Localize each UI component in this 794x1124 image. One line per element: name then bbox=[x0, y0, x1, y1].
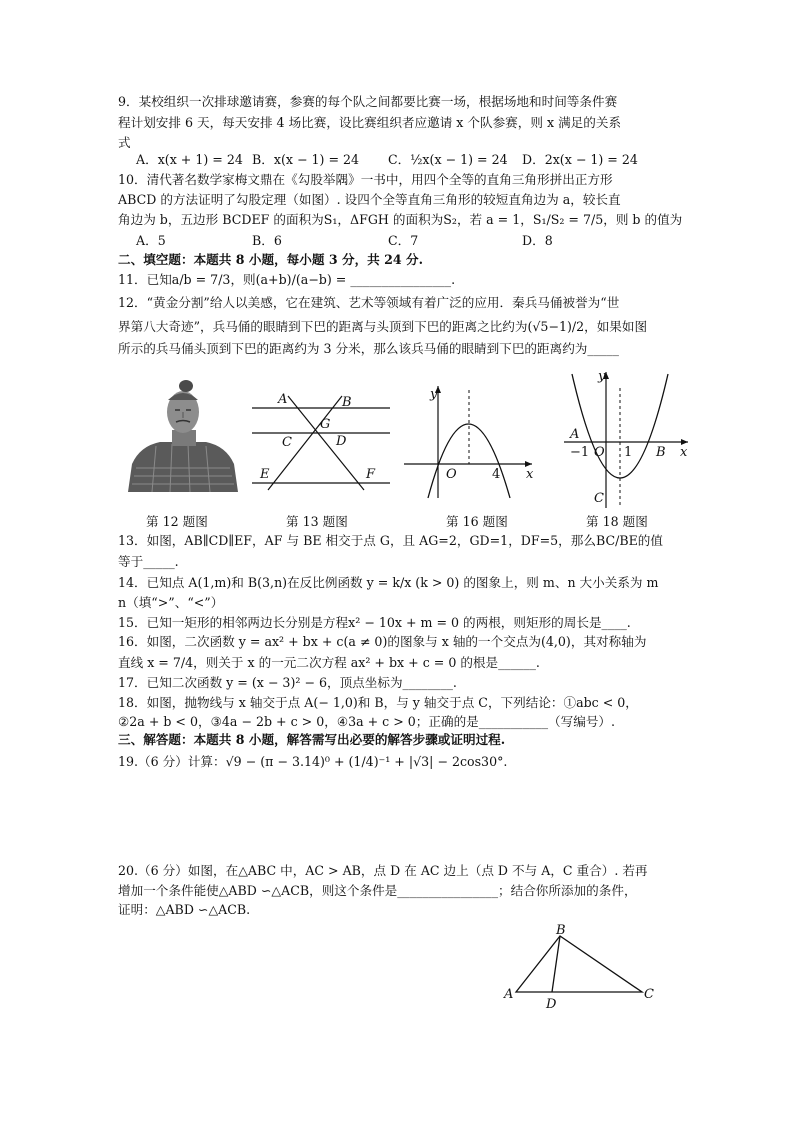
fig13-label-e: E bbox=[260, 467, 270, 482]
q20-line-1: 20.（6 分）如图，在△ABC 中，AC > AB，点 D 在 AC 边上（点 D 不与 A，C 重合）. 若再 bbox=[118, 863, 648, 878]
q9-line-3: 式 bbox=[118, 135, 131, 150]
q20-line-2: 增加一个条件能使△ABD ∽△ACB，则这个条件是________________；结合你所添加的条件， bbox=[118, 883, 637, 898]
fig13-label-f: F bbox=[366, 467, 376, 482]
fig16-label-x: x bbox=[526, 467, 534, 482]
fig18-label-a: A bbox=[570, 427, 580, 442]
fig18-parabola bbox=[558, 368, 698, 510]
q16-line-2: 直线 x = 7/4，则关于 x 的一元二次方程 ax² + bx + c = 0 的根是______. bbox=[118, 655, 540, 670]
q9-option-a: A．x(x + 1) = 24 bbox=[136, 152, 243, 167]
fig20-label-c: C bbox=[644, 987, 654, 1002]
terracotta-warrior-photo bbox=[126, 372, 240, 492]
fig18-label-o: O bbox=[594, 445, 605, 460]
q10-option-a: A．5 bbox=[136, 233, 166, 248]
fig13-label-d: D bbox=[336, 434, 347, 449]
q9-option-d: D．2x(x − 1) = 24 bbox=[522, 152, 638, 167]
q19: 19.（6 分）计算：√9 − (π − 3.14)⁰ + (1/4)⁻¹ + |√3| − 2cos30°. bbox=[118, 754, 508, 769]
fig13-label-b: B bbox=[342, 395, 352, 410]
fig18-label-x: x bbox=[680, 445, 688, 460]
q10-option-b: B．6 bbox=[252, 233, 282, 248]
fig13-label-g: G bbox=[320, 417, 331, 432]
q10-line-3: 角边为 b，五边形 BCDEF 的面积为S₁，ΔFGH 的面积为S₂，若 a = 1，S₁/S₂ = 7/5，则 b 的值为 bbox=[118, 212, 683, 227]
q20-line-3: 证明：△ABD ∽△ACB. bbox=[118, 902, 251, 917]
q15: 15．已知一矩形的相邻两边长分别是方程x² − 10x + m = 0 的两根，则矩形的周长是____. bbox=[118, 615, 631, 630]
caption-fig13: 第 13 题图 bbox=[286, 514, 348, 529]
fig18-label-neg1: −1 bbox=[570, 445, 590, 460]
q9-line-2: 程计划安排 6 天，每天安排 4 场比赛，设比赛组织者应邀请 x 个队参赛，则 x 满足的关系 bbox=[118, 115, 622, 130]
q13-line-1: 13．如图，AB∥CD∥EF，AF 与 BE 相交于点 G，且 AG=2，GD=1，DF=5，那么BC/BE的值 bbox=[118, 533, 663, 548]
q9-line-1: 9．某校组织一次排球邀请赛，参赛的每个队之间都要比赛一场，根据场地和时间等条件赛 bbox=[118, 94, 618, 109]
q12-line-3: 所示的兵马俑头顶到下巴的距离约为 3 分米，那么该兵马俑的眼睛到下巴的距离约为_____ bbox=[118, 341, 619, 356]
fig16-label-y: y bbox=[430, 387, 438, 402]
q10-option-d: D．8 bbox=[522, 233, 553, 248]
fig18-label-c: C bbox=[594, 491, 604, 506]
fig20-label-d: D bbox=[546, 997, 557, 1012]
fig20-label-b: B bbox=[556, 923, 566, 938]
q12-line-2: 界第八大奇迹”，兵马俑的眼睛到下巴的距离与头顶到下巴的距离之比约为(√5−1)/2，如果如图 bbox=[118, 319, 648, 334]
section-3-heading: 三、解答题：本题共 8 小题，解答需写出必要的解答步骤或证明过程. bbox=[118, 732, 506, 747]
fig16-label-o: O bbox=[446, 467, 457, 482]
fig18-label-y: y bbox=[598, 369, 606, 384]
fig16-parabola bbox=[400, 380, 540, 500]
caption-fig16: 第 16 题图 bbox=[446, 514, 508, 529]
fig13-label-a: A bbox=[278, 392, 288, 407]
q13-line-2: 等于_____. bbox=[118, 554, 179, 569]
section-2-heading: 二、填空题：本题共 8 小题，每小题 3 分，共 24 分. bbox=[118, 252, 424, 267]
caption-fig18: 第 18 题图 bbox=[586, 514, 648, 529]
q14-line-2: n（填“>”、“<”） bbox=[118, 595, 224, 610]
fig20-triangle bbox=[502, 922, 662, 1014]
q9-option-b: B．x(x − 1) = 24 bbox=[252, 152, 360, 167]
caption-fig12: 第 12 题图 bbox=[146, 514, 208, 529]
fig18-label-b: B bbox=[656, 445, 666, 460]
q10-option-c: C．7 bbox=[388, 233, 419, 248]
q10-line-2: ABCD 的方法证明了勾股定理（如图）. 设四个全等直角三角形的较短直角边为 a，较长直 bbox=[118, 192, 621, 207]
q12-line-1: 12．“黄金分割”给人以美感，它在建筑、艺术等领域有着广泛的应用．秦兵马俑被誉为“世 bbox=[118, 295, 620, 310]
q10-line-1: 10．清代著名数学家梅文鼎在《勾股举隅》一书中，用四个全等的直角三角形拼出正方形 bbox=[118, 172, 613, 187]
q18-line-1: 18．如图，抛物线与 x 轴交于点 A(− 1,0)和 B，与 y 轴交于点 C，下列结论：①abc < 0， bbox=[118, 695, 638, 710]
fig13-label-c: C bbox=[282, 435, 292, 450]
q17: 17．已知二次函数 y = (x − 3)² − 6，顶点坐标为________. bbox=[118, 675, 457, 690]
fig13-parallel-lines bbox=[252, 388, 392, 492]
fig18-label-one: 1 bbox=[624, 445, 633, 460]
fig20-label-a: A bbox=[504, 987, 514, 1002]
fig16-label-four: 4 bbox=[492, 467, 501, 482]
q18-line-2: ②2a + b < 0，③4a − 2b + c > 0，④3a + c > 0；正确的是___________（写编号）. bbox=[118, 714, 616, 729]
q14-line-1: 14．已知点 A(1,m)和 B(3,n)在反比例函数 y = k/x (k > 0) 的图象上，则 m、n 大小关系为 m bbox=[118, 575, 659, 590]
q9-option-c: C．½x(x − 1) = 24 bbox=[388, 152, 508, 167]
q16-line-1: 16．如图，二次函数 y = ax² + bx + c(a ≠ 0)的图象与 x 轴的一个交点为(4,0)，其对称轴为 bbox=[118, 634, 647, 649]
q11: 11．已知a/b = 7/3，则(a+b)/(a−b) = ________________. bbox=[118, 272, 456, 287]
